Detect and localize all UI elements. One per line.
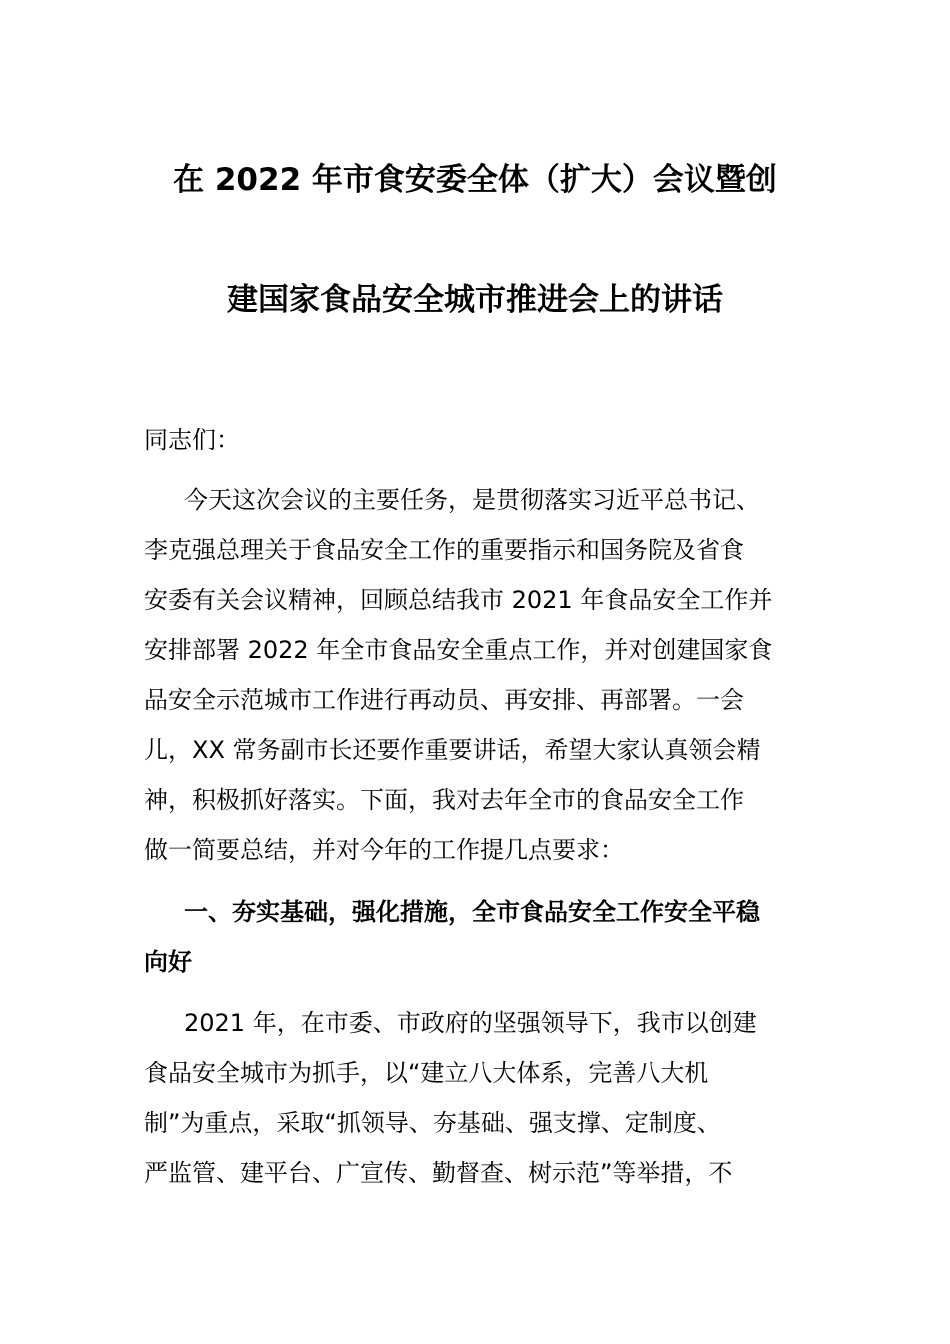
paragraph-line: 2021 年，在市委、市政府的坚强领导下，我市以创建 [184,1009,757,1037]
paragraph-line: 李克强总理关于食品安全工作的重要指示和国务院及省食 [144,536,744,564]
salutation-text: 同志们： [144,426,240,454]
paragraph-line: 食品安全城市为抓手，以“建立八大体系，完善八大机 [144,1059,709,1087]
paragraph-line: 安委有关会议精神，回顾总结我市 2021 年食品安全工作并 [144,586,773,614]
paragraph-2021-summary [144,998,808,1198]
paragraph-line: 严监管、建平台、广宣传、勤督查、树示范”等举措，不 [144,1159,733,1187]
paragraph-line: 做一简要总结，并对今年的工作提几点要求： [144,836,624,864]
document-title-line-2: 建国家食品安全城市推进会上的讲话 [227,282,723,318]
paragraph-intro [144,475,808,875]
section-heading-1 [144,887,808,987]
paragraph-line: 神，积极抓好落实。下面，我对去年全市的食品安全工作 [144,786,744,814]
paragraph-line: 今天这次会议的主要任务，是贯彻落实习近平总书记、 [184,486,760,514]
document-title-line-1: 在 2022 年市食安委全体（扩大）会议暨创 [173,162,777,198]
paragraph-line: 制”为重点，采取“抓领导、夯基础、强支撑、定制度、 [144,1109,721,1137]
heading-line: 向好 [144,948,192,976]
paragraph-line: 儿，XX 常务副市长还要作重要讲话，希望大家认真领会精 [144,736,761,764]
paragraph-line: 品安全示范城市工作进行再动员、再安排、再部署。一会 [144,686,744,714]
heading-line: 一、夯实基础，强化措施，全市食品安全工作安全平稳 [184,898,760,926]
paragraph-line: 安排部署 2022 年全市食品安全重点工作，并对创建国家食 [144,636,773,664]
salutation [144,415,808,465]
